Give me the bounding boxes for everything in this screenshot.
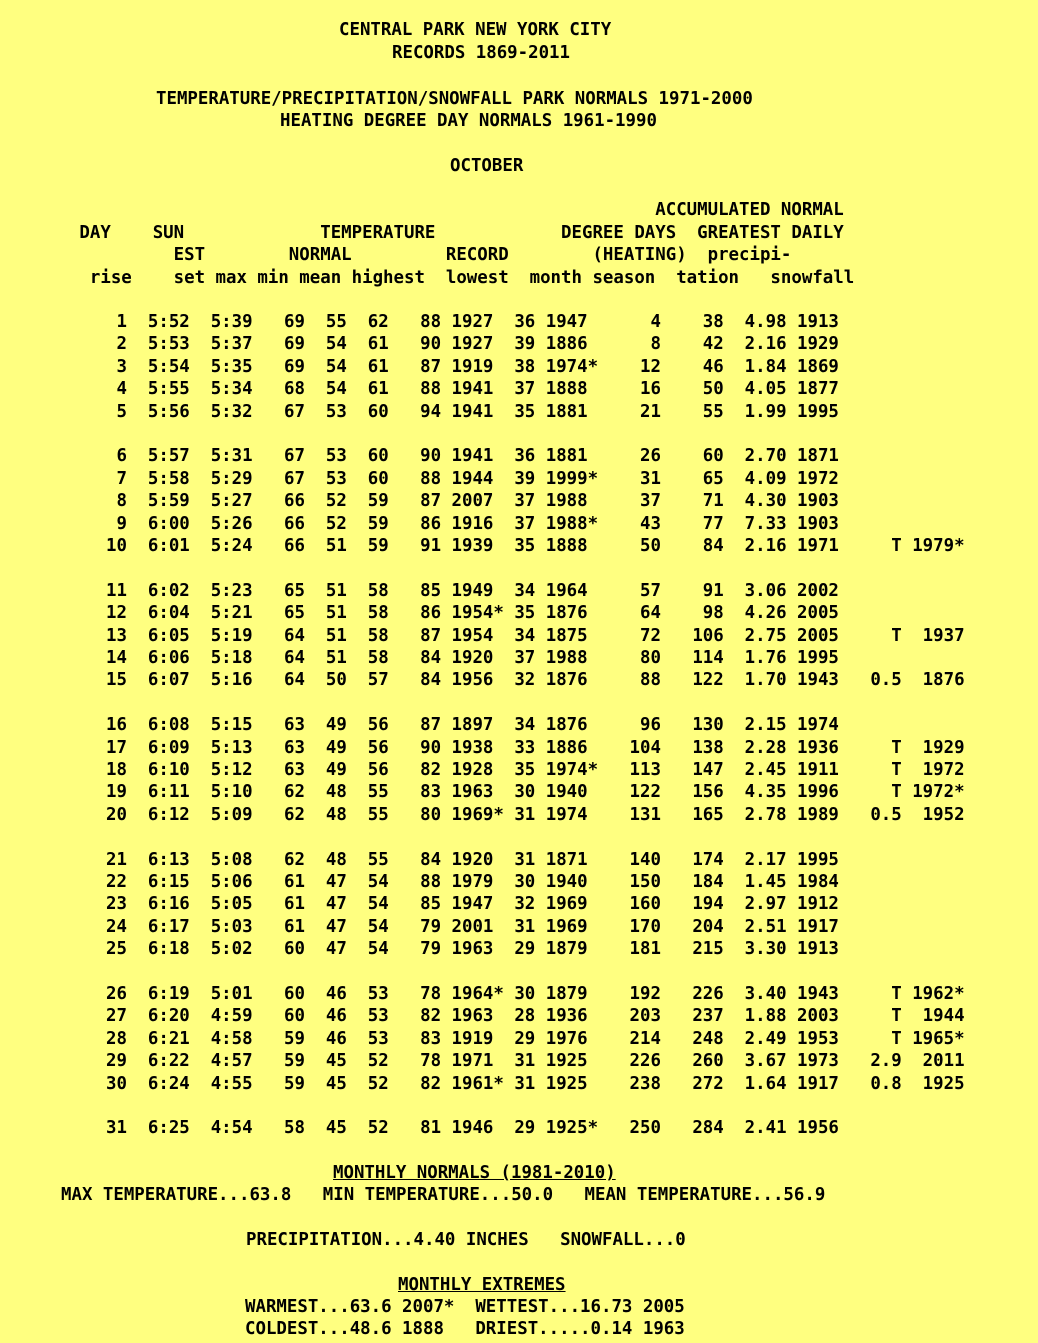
monthly-normals-precip: PRECIPITATION...4.40 INCHES SNOWFALL...0 <box>246 1230 686 1250</box>
column-header-line-4: rise set max min mean highest lowest month season tation snowfall <box>48 268 855 288</box>
table-row: 20 6:12 5:09 62 48 55 80 1969* 31 1974 131 165 2.78 1989 0.5 1952 <box>106 804 965 825</box>
table-row: 1 5:52 5:39 69 55 62 88 1927 36 1947 4 38 4.98 1913 <box>106 312 839 332</box>
month-title: OCTOBER <box>450 156 524 176</box>
title-normals: TEMPERATURE/PRECIPITATION/SNOWFALL PARK NORMALS 1971-2000 <box>156 89 753 109</box>
table-row: 27 6:20 4:59 60 46 53 82 1963 28 1936 203 237 1.88 2003 T 1944 <box>106 1006 965 1027</box>
column-header-line-2: DAY SUN TEMPERATURE DEGREE DAYS GREATEST DAILY <box>48 223 844 243</box>
title-hdd-normals: HEATING DEGREE DAY NORMALS 1961-1990 <box>280 111 657 131</box>
table-row: 4 5:55 5:34 68 54 61 88 1941 37 1888 16 50 4.05 1877 <box>106 379 839 400</box>
table-row: 19 6:11 5:10 62 48 55 83 1963 30 1940 122 156 4.35 1996 T 1972* <box>106 782 965 803</box>
table-row: 6 5:57 5:31 67 53 60 90 1941 36 1881 26 60 2.70 1871 <box>106 446 839 467</box>
table-row: 22 6:15 5:06 61 47 54 88 1979 30 1940 150 184 1.45 1984 <box>106 872 839 892</box>
table-row: 9 6:00 5:26 66 52 59 86 1916 37 1988* 43 77 7.33 1903 <box>106 513 839 534</box>
column-header-line-3: EST NORMAL RECORD (HEATING) precipi- <box>48 245 792 265</box>
monthly-extremes-coldest-driest: COLDEST...48.6 1888 DRIEST.....0.14 1963 <box>245 1319 685 1339</box>
table-row: 14 6:06 5:18 64 51 58 84 1920 37 1988 80 114 1.76 1995 <box>106 648 839 668</box>
monthly-normals-title: MONTHLY NORMALS (1981-2010) <box>333 1163 616 1183</box>
column-header-line-1: ACCUMULATED NORMAL <box>48 200 844 220</box>
table-row: 12 6:04 5:21 65 51 58 86 1954* 35 1876 64 98 4.26 2005 <box>106 603 839 624</box>
table-row: 30 6:24 4:55 59 45 52 82 1961* 31 1925 238 272 1.64 1917 0.8 1925 <box>106 1073 965 1094</box>
table-row: 29 6:22 4:57 59 45 52 78 1971 31 1925 226 260 3.67 1973 2.9 2011 <box>106 1051 965 1072</box>
table-row: 10 6:01 5:24 66 51 59 91 1939 35 1888 50 84 2.16 1971 T 1979* <box>106 536 965 556</box>
table-row: 5 5:56 5:32 67 53 60 94 1941 35 1881 21 55 1.99 1995 <box>106 401 839 422</box>
table-row: 26 6:19 5:01 60 46 53 78 1964* 30 1879 192 226 3.40 1943 T 1962* <box>106 984 965 1004</box>
table-row: 7 5:58 5:29 67 53 60 88 1944 39 1999* 31 65 4.09 1972 <box>106 468 839 489</box>
title-records: RECORDS 1869-2011 <box>392 43 570 63</box>
table-row: 23 6:16 5:05 61 47 54 85 1947 32 1969 160 194 2.97 1912 <box>106 894 839 915</box>
table-row: 11 6:02 5:23 65 51 58 85 1949 34 1964 57 91 3.06 2002 <box>106 580 839 601</box>
monthly-extremes-title: MONTHLY EXTREMES <box>398 1275 566 1295</box>
table-row: 24 6:17 5:03 61 47 54 79 2001 31 1969 170 204 2.51 1917 <box>106 916 839 937</box>
table-row: 16 6:08 5:15 63 49 56 87 1897 34 1876 96 130 2.15 1974 <box>106 715 839 736</box>
table-row: 25 6:18 5:02 60 47 54 79 1963 29 1879 181 215 3.30 1913 <box>106 939 839 960</box>
table-row: 13 6:05 5:19 64 51 58 87 1954 34 1875 72 106 2.75 2005 T 1937 <box>106 625 965 646</box>
table-row: 8 5:59 5:27 66 52 59 87 2007 37 1988 37 71 4.30 1903 <box>106 491 839 512</box>
monthly-normals-temperature: MAX TEMPERATURE...63.8 MIN TEMPERATURE...50.0 MEAN TEMPERATURE...56.9 <box>61 1185 826 1205</box>
table-row: 28 6:21 4:58 59 46 53 83 1919 29 1976 214 248 2.49 1953 T 1965* <box>106 1028 965 1049</box>
table-row: 2 5:53 5:37 69 54 61 90 1927 39 1886 8 42 2.16 1929 <box>106 334 839 355</box>
table-row: 3 5:54 5:35 69 54 61 87 1919 38 1974* 12 46 1.84 1869 <box>106 356 839 377</box>
monthly-extremes-warmest-wettest: WARMEST...63.6 2007* WETTEST...16.73 2005 <box>245 1297 685 1317</box>
table-row: 31 6:25 4:54 58 45 52 81 1946 29 1925* 250 284 2.41 1956 <box>106 1118 839 1139</box>
table-row: 18 6:10 5:12 63 49 56 82 1928 35 1974* 113 147 2.45 1911 T 1972 <box>106 760 965 780</box>
title-location: CENTRAL PARK NEW YORK CITY <box>339 20 612 40</box>
table-row: 17 6:09 5:13 63 49 56 90 1938 33 1886 104 138 2.28 1936 T 1929 <box>106 737 965 758</box>
table-row: 15 6:07 5:16 64 50 57 84 1956 32 1876 88 122 1.70 1943 0.5 1876 <box>106 670 965 691</box>
table-row: 21 6:13 5:08 62 48 55 84 1920 31 1871 140 174 2.17 1995 <box>106 849 839 870</box>
